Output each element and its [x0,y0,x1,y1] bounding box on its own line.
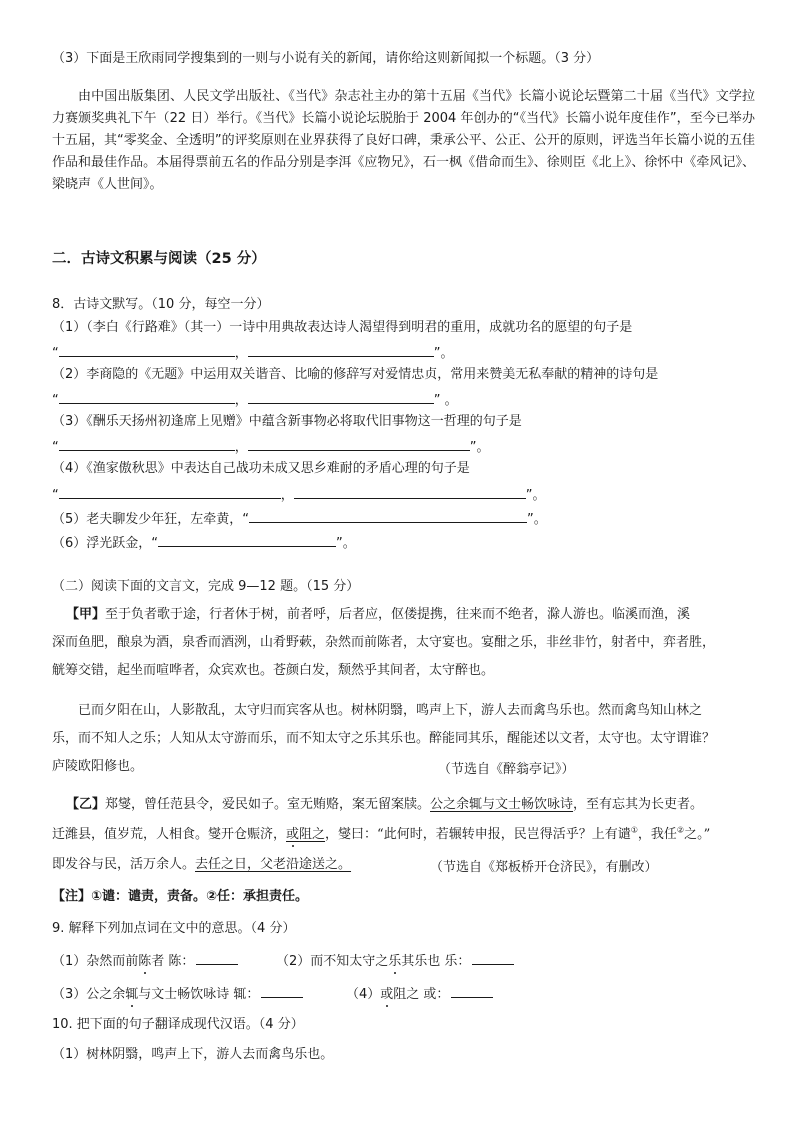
jia-line: 深而鱼肥，酿泉为酒，泉香而酒洌，山肴野蔌，杂然而前陈者，太守宴也。宴酣之乐，非丝非竹，射者中，弈者胜， [52,635,716,650]
q8-item-5: （5）老夫聊发少年狂，左牵黄，“ ”。 [52,508,547,529]
jia-p2-line: 庐陵欧阳修也。 [52,759,144,774]
answer-blank[interactable] [472,950,514,965]
answer-blank[interactable] [451,983,493,998]
q8-item-3: （3）《酬乐天扬州初逢席上见赠》中蕴含新事物必将取代旧事物这一哲理的句子是 [52,414,522,429]
answer-blank[interactable] [294,484,526,499]
jia-line: 觥筹交错，起坐而喧哗者，众宾欢也。苍颜白发，颓然乎其间者，太守醉也。 [52,663,495,678]
q8-answer-line-1: “ ， ”。 [52,342,454,363]
underlined-sentence: 去任之日，父老沿途送之。 [195,857,352,872]
jia-tag: 【甲】 [66,607,106,622]
q9-title: 9. 解释下列加点词在文中的意思。（4 分） [52,921,296,936]
answer-blank[interactable] [249,508,527,523]
answer-blank[interactable] [59,484,281,499]
q8-item-4: （4）《渔家傲秋思》中表达自己战功未成又思乡难耐的矛盾心理的句子是 [52,461,470,476]
q8-item-2: （2）李商隐的《无题》中运用双关谐音、比喻的修辞写对爱情忠贞，常用来赞美无私奉献的精神的诗句是 [52,367,659,382]
jia-source: （节选自《醉翁亭记》） [438,762,575,777]
jia-p2-line: 已而夕阳在山，人影散乱，太守归而宾客从也。树林阴翳，鸣声上下，游人去而禽鸟乐也。然而禽鸟知山林之 [78,703,703,718]
yi-line: 即发谷与民，活万余人。去任之日，父老沿途送之。 [52,857,352,872]
yi-tag: 【乙】 [66,797,106,812]
news-paragraph: 由中国出版集团、人民文学出版社、《当代》杂志社主办的第十五届《当代》长篇小说论坛暨第二十届《当代》文学拉力赛颁奖典礼下午（22 日）举行。《当代》长篇小说论坛脱胎于 2004 年创办的“《当代》长篇小说年度佳作”，至今已举办十五届，其“零奖金、全透明”的评奖原则在业界获得了良好口碑，秉承公平、公正、公开的原则，评选当年长篇小说的五佳作品和最佳作品。本届得票前五名的作品分别是李洱《应物兄》，石一枫《借命而生》、徐则臣《北上》、徐怀中《牵风记》、梁晓声《人世间》。 [52,89,755,192]
jia-p2-line: 乐，而不知人之乐；人知从太守游而乐，而不知太守之乐其乐也。醉能同其乐，醒能述以文者，太守也。太守谓谁？ [52,731,716,746]
section-title: 二．古诗文积累与阅读（25 分） [52,251,266,267]
answer-blank[interactable] [261,983,303,998]
answer-blank[interactable] [59,436,235,451]
answer-blank[interactable] [196,950,238,965]
answer-blank[interactable] [248,342,434,357]
answer-blank[interactable] [158,532,336,547]
q10-title: 10. 把下面的句子翻译成现代汉语。（4 分） [52,1017,304,1032]
underlined-sentence: 公之余辄与文士畅饮咏诗 [430,797,574,812]
q8-item-1: （1）（李白《行路难》（其一）一诗中用典故表达诗人渴望得到明君的重用，成就功名的愿望的句子是 [52,320,633,335]
q3-prompt: （3）下面是王欣雨同学搜集到的一则与小说有关的新闻，请你给这则新闻拟一个标题。（3 分） [52,51,600,66]
q8-title: 8．古诗文默写。（10 分，每空一分） [52,297,270,312]
notes: 【注】①谴：谴责，责备。②任：承担责任。 [52,889,309,904]
q8-answer-line-2: “ ， ” 。 [52,389,458,410]
yi-line: 迁潍县，值岁荒，人相食。燮开仓赈济，或阻之，燮曰：“此何时，若辗转申报，民岂得活乎？上有谴①，我任②之。” [52,825,711,842]
yi-source: （节选自《郑板桥开仓济民》，有删改） [430,860,658,875]
underlined-word: 或阻之 [286,827,326,842]
reading-title: （二）阅读下面的文言文，完成 9—12 题。（15 分） [52,579,360,594]
yi-line: 【乙】郑燮，曾任范县令，爱民如子。室无贿赂，案无留案牍。公之余辄与文士畅饮咏诗，至有忘其为长吏者。 [66,797,704,812]
answer-blank[interactable] [248,389,434,404]
jia-line: 【甲】至于负者歌于途，行者休于树，前者呼，后者应，伛偻提携，往来而不绝者，滁人游也。临溪而渔，溪 [66,607,691,622]
q10-item-1: （1）树林阴翳，鸣声上下，游人去而禽鸟乐也。 [52,1047,334,1062]
q8-answer-line-3: “ ， ”。 [52,436,490,457]
q9-item-4: （4）或阻之 或： [346,983,493,1004]
q9-item-3: （3）公之余辄与文士畅饮咏诗 辄： [52,983,303,1004]
q8-item-6: （6）浮光跃金，“ ”。 [52,532,356,553]
q8-answer-line-4: “ ， ”。 [52,484,546,505]
q9-item-1: （1）杂然而前陈者 陈： [52,950,238,971]
q9-item-2: （2）而不知太守之乐其乐也 乐： [276,950,514,971]
answer-blank[interactable] [59,342,235,357]
answer-blank[interactable] [59,389,235,404]
answer-blank[interactable] [248,436,470,451]
